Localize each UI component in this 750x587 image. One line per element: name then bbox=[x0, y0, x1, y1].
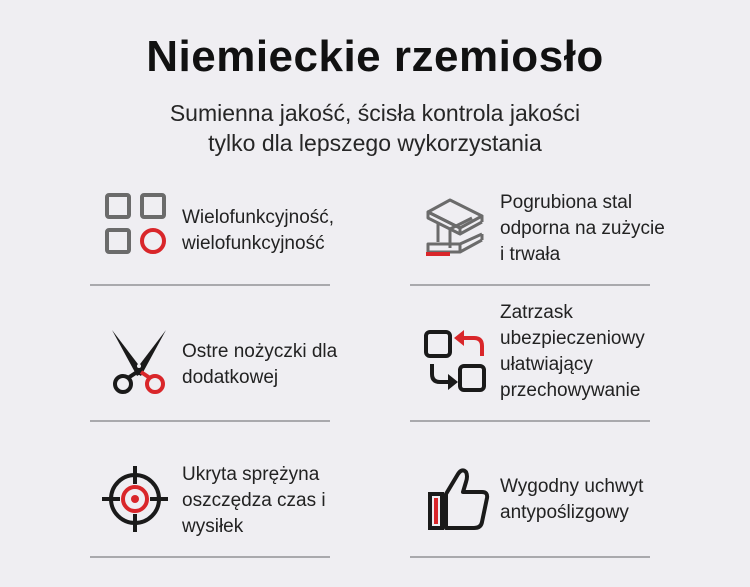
feature-steel bbox=[410, 188, 700, 288]
target-crosshair-icon bbox=[100, 464, 170, 534]
thumbs-up-icon bbox=[424, 464, 494, 534]
feature-spring bbox=[92, 460, 382, 560]
multifunction-grid-icon bbox=[102, 190, 172, 260]
feature-text: Ukryta sprężyna oszczędza czas i wysiłek bbox=[182, 464, 326, 537]
feature-text: Pogrubiona stal odporna na zużycie i trwała bbox=[500, 192, 665, 265]
feature-text: Wielofunkcyjność, wielofunkcyjność bbox=[182, 207, 335, 254]
divider bbox=[410, 420, 650, 422]
divider bbox=[410, 284, 650, 286]
page-title: Niemieckie rzemiosło bbox=[146, 32, 604, 81]
divider bbox=[410, 556, 650, 558]
feature-text: Ostre nożyczki dla dodatkowej bbox=[182, 341, 338, 388]
subtitle-line-1: Sumienna jakość, ścisła kontrola jakości bbox=[169, 100, 581, 126]
safety-lock-switch-icon bbox=[422, 326, 492, 396]
divider bbox=[90, 420, 330, 422]
divider bbox=[90, 556, 330, 558]
page-subtitle bbox=[0, 98, 750, 158]
feature-text: Zatrzask ubezpieczeniowy ułatwiający przechowywanie bbox=[500, 302, 645, 401]
feature-safety-lock bbox=[410, 300, 700, 400]
subtitle-line-2: tylko dla lepszego wykorzystania bbox=[208, 130, 542, 156]
feature-grip bbox=[410, 460, 700, 560]
steel-beam-icon bbox=[420, 192, 490, 262]
divider bbox=[90, 284, 330, 286]
feature-scissors bbox=[92, 322, 372, 422]
feature-multifunction bbox=[92, 188, 342, 288]
feature-text: Wygodny uchwyt antypoślizgowy bbox=[500, 476, 644, 523]
scissors-icon bbox=[104, 326, 174, 396]
